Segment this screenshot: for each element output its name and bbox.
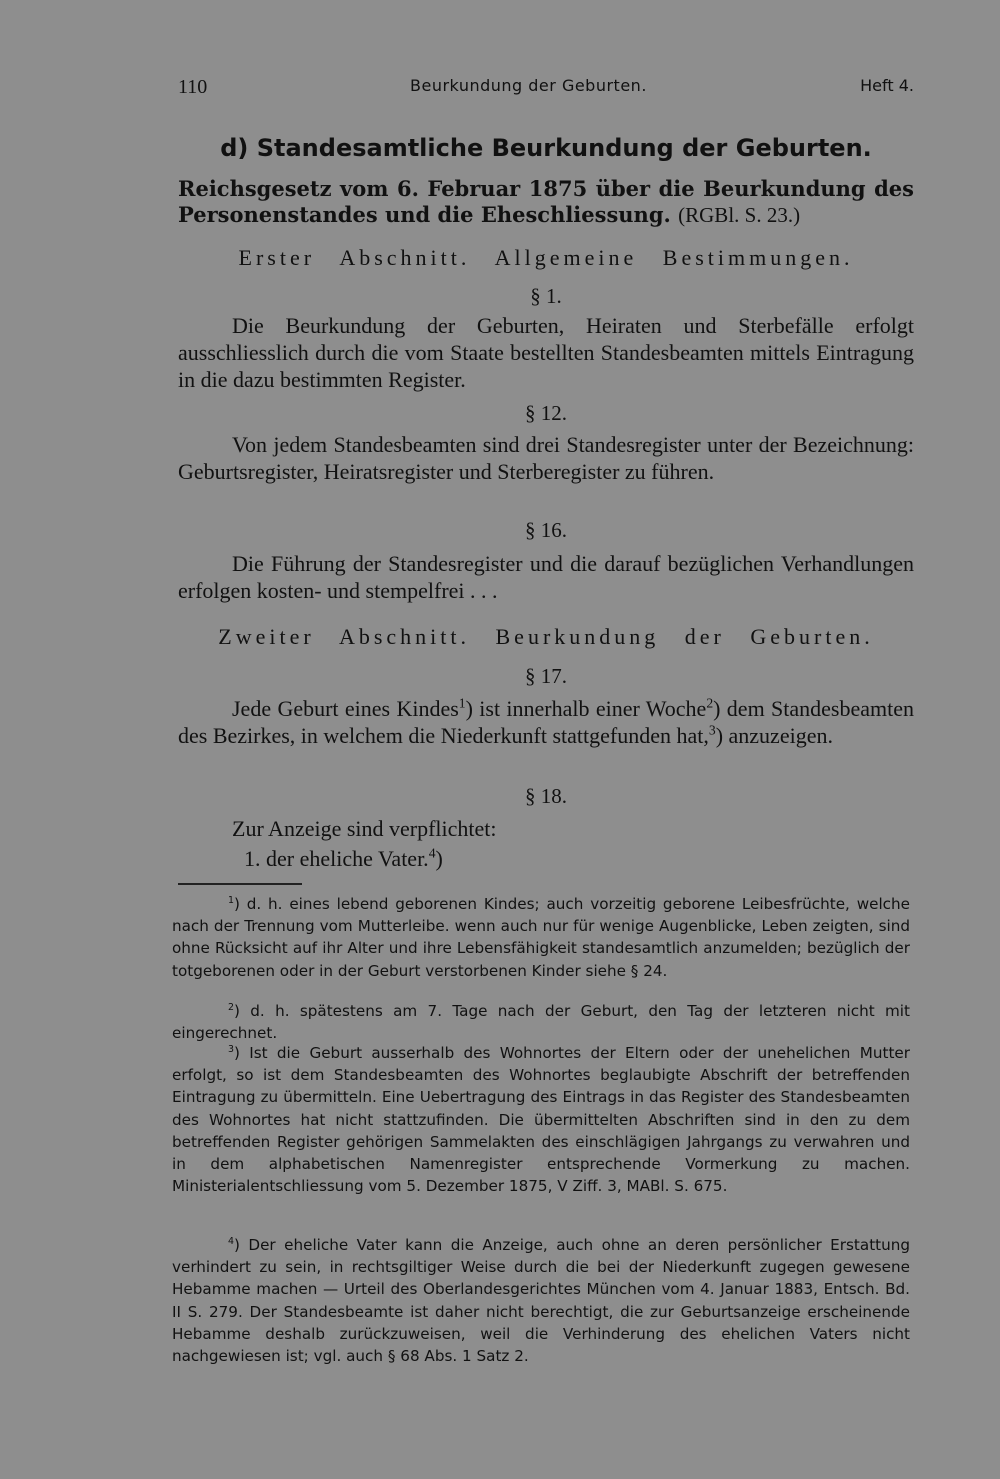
paragraph-sign: § 16. — [525, 518, 567, 542]
paragraph-sign: § 18. — [525, 784, 567, 808]
law-title: Reichsgesetz vom 6. Februar 1875 über die Beurkundung des Personenstandes und die Eheschliessung. — [178, 176, 914, 227]
footnote-divider — [178, 883, 302, 885]
paragraph-text: Von jedem Standesbeamten sind drei Standesregister unter der Bezeichnung: Geburtsregister, Heiratsregister und Sterberegister zu führen. — [178, 432, 914, 484]
footnote-text: d. h. eines lebend geborenen Kindes; auch vorzeitig geborene Leibesfrüchte, welche nach der Trennung vom Mutterleibe. wenn auch nur für wenige Augenblicke, Leben zeigten, sind ohne Rücksicht auf ihr Alter und ihre Lebensfähigkeit standesamtlich anzumelden; bezüglich der totgeborenen oder in der Geburt verstorbenen Kinder siehe § 24. — [172, 895, 910, 980]
law-reference: (RGBl. S. 23.) — [678, 203, 801, 227]
list-item — [244, 846, 443, 872]
footnote-text: d. h. spätestens am 7. Tage nach der Geburt, den Tag der letzteren nicht mit eingerechnet. — [172, 1002, 910, 1043]
text-run: ) ist innerhalb einer Woche — [465, 696, 707, 721]
part2-heading: Zweiter Abschnitt. Beurkundung der Geburten. — [218, 624, 874, 649]
footnote-ref: 1 — [458, 695, 466, 711]
running-title: Beurkundung der Geburten. — [410, 76, 647, 95]
running-header — [178, 76, 914, 102]
section-title: d) Standesamtliche Beurkundung der Geburten. — [220, 134, 872, 162]
footnote-ref: 4 — [428, 845, 436, 861]
paragraph-sign: § 1. — [530, 284, 562, 308]
footnote: $^4$) Der eheliche Vater kann die Anzeige, auch ohne an deren persönlicher Erstattung verhindert zu sein, in rechtsgiltiger Weise durch die bei der Niederkunft zugegen gewesene Hebamme machen — Urteil des Oberlandesgerichtes München vom 4. Januar 1883, Entsch. Bd. II S. 279. Der Standesbeamte ist daher nicht berechtigt, die zur Geburtsanzeige erscheinende Hebamme deshalb zurückzuweisen, weil die Verhinderung des ehelichen Vaters nicht nachgewiesen ist; vgl. auch § 68 Abs. 1 Satz 2. — [172, 1235, 910, 1366]
paragraph-text — [178, 695, 914, 749]
footnote-mark: 2 — [228, 1001, 234, 1013]
text-run: Jede Geburt eines Kindes — [232, 696, 459, 721]
text-run: ) dem Standesbeamten des Bezirkes, in welchem die Niederkunft stattgefunden hat, — [178, 696, 914, 748]
footnote-text: Der eheliche Vater kann die Anzeige, auch ohne an deren persönlicher Erstattung verhindert zu sein, in rechtsgiltiger Weise durch die bei der Niederkunft zugegen gewesene Hebamme machen — Urteil des Oberlandesgerichtes München vom 4. Januar 1883, Entsch. Bd. II S. 279. Der Standesbeamte ist daher nicht berechtigt, die zur Geburtsanzeige erscheinende Hebamme deshalb zurückzuweisen, weil die Verhinderung des ehelichen Vaters nicht nachgewiesen ist; vgl. auch § 68 Abs. 1 Satz 2. — [172, 1236, 910, 1366]
law-title-block — [178, 176, 914, 228]
text-run: 1. der eheliche Vater. — [244, 846, 429, 871]
paragraph-sign: § 12. — [525, 401, 567, 425]
paragraph-sign: § 17. — [525, 664, 567, 688]
text-run: ) anzuzeigen. — [715, 723, 833, 748]
footnote-mark: 3 — [228, 1043, 234, 1055]
footnote-ref: 3 — [708, 722, 716, 738]
paragraph-text: Die Beurkundung der Geburten, Heiraten und Sterbefälle erfolgt ausschliesslich durch die vom Staate bestellten Standesbeamten mittels Eintragung in die dazu bestimmten Register. — [178, 313, 914, 392]
page-number: 110 — [178, 76, 208, 98]
footnote-text: Ist die Geburt ausserhalb des Wohnortes der Eltern oder der unehelichen Mutter erfolgt, so ist dem Standesbeamten des Wohnortes beglaubigte Abschrift der betreffenden Eintragung zu übermitteln. Eine Uebertragung des Eintrags in das Register des Standesbeamten des Wohnortes hat nicht stattzufinden. Die übermittelten Abschriften sind in den zu dem betreffenden Register gehörigen Sammelakten des einschlägigen Jahrgangs zu verwahren und in dem alphabetischen Namenregister entsprechende Vormerkung zu machen. Ministerialentschliessung vom 5. Dezember 1875, V Ziff. 3, MABl. S. 675. — [172, 1044, 910, 1196]
paragraph-text: Zur Anzeige sind verpflichtet: — [232, 816, 497, 841]
part1-heading: Erster Abschnitt. Allgemeine Bestimmungen. — [238, 245, 854, 270]
footnote-mark: 4 — [228, 1235, 234, 1247]
paragraph-text: Die Führung der Standesregister und die darauf bezüglichen Verhandlungen erfolgen kosten- und stempelfrei . . . — [178, 551, 914, 603]
footnote-ref: 2 — [706, 695, 714, 711]
footnote: $^3$) Ist die Geburt ausserhalb des Wohnortes der Eltern oder der unehelichen Mutter erfolgt, so ist dem Standesbeamten des Wohnortes beglaubigte Abschrift der betreffenden Eintragung zu übermitteln. Eine Uebertragung des Eintrags in das Register des Standesbeamten des Wohnortes hat nicht stattzufinden. Die übermittelten Abschriften sind in den zu dem betreffenden Register gehörigen Sammelakten des einschlägigen Jahrgangs zu verwahren und in dem alphabetischen Namenregister entsprechende Vormerkung zu machen. Ministerialentschliessung vom 5. Dezember 1875, V Ziff. 3, MABl. S. 675. — [172, 1043, 910, 1196]
footnote-mark: 1 — [228, 894, 234, 906]
footnote: $^1$) d. h. eines lebend geborenen Kindes; auch vorzeitig geborene Leibesfrüchte, welche nach der Trennung vom Mutterleibe. wenn auch nur für wenige Augenblicke, Leben zeigten, sind ohne Rücksicht auf ihr Alter und ihre Lebensfähigkeit standesamtlich anzumelden; bezüglich der totgeborenen oder in der Geburt verstorbenen Kinder siehe § 24. — [172, 894, 910, 980]
issue-label: Heft 4. — [860, 76, 914, 95]
footnote: $^2$) d. h. spätestens am 7. Tage nach der Geburt, den Tag der letzteren nicht mit eingerechnet. — [172, 1001, 910, 1043]
text-run: ) — [435, 846, 443, 871]
